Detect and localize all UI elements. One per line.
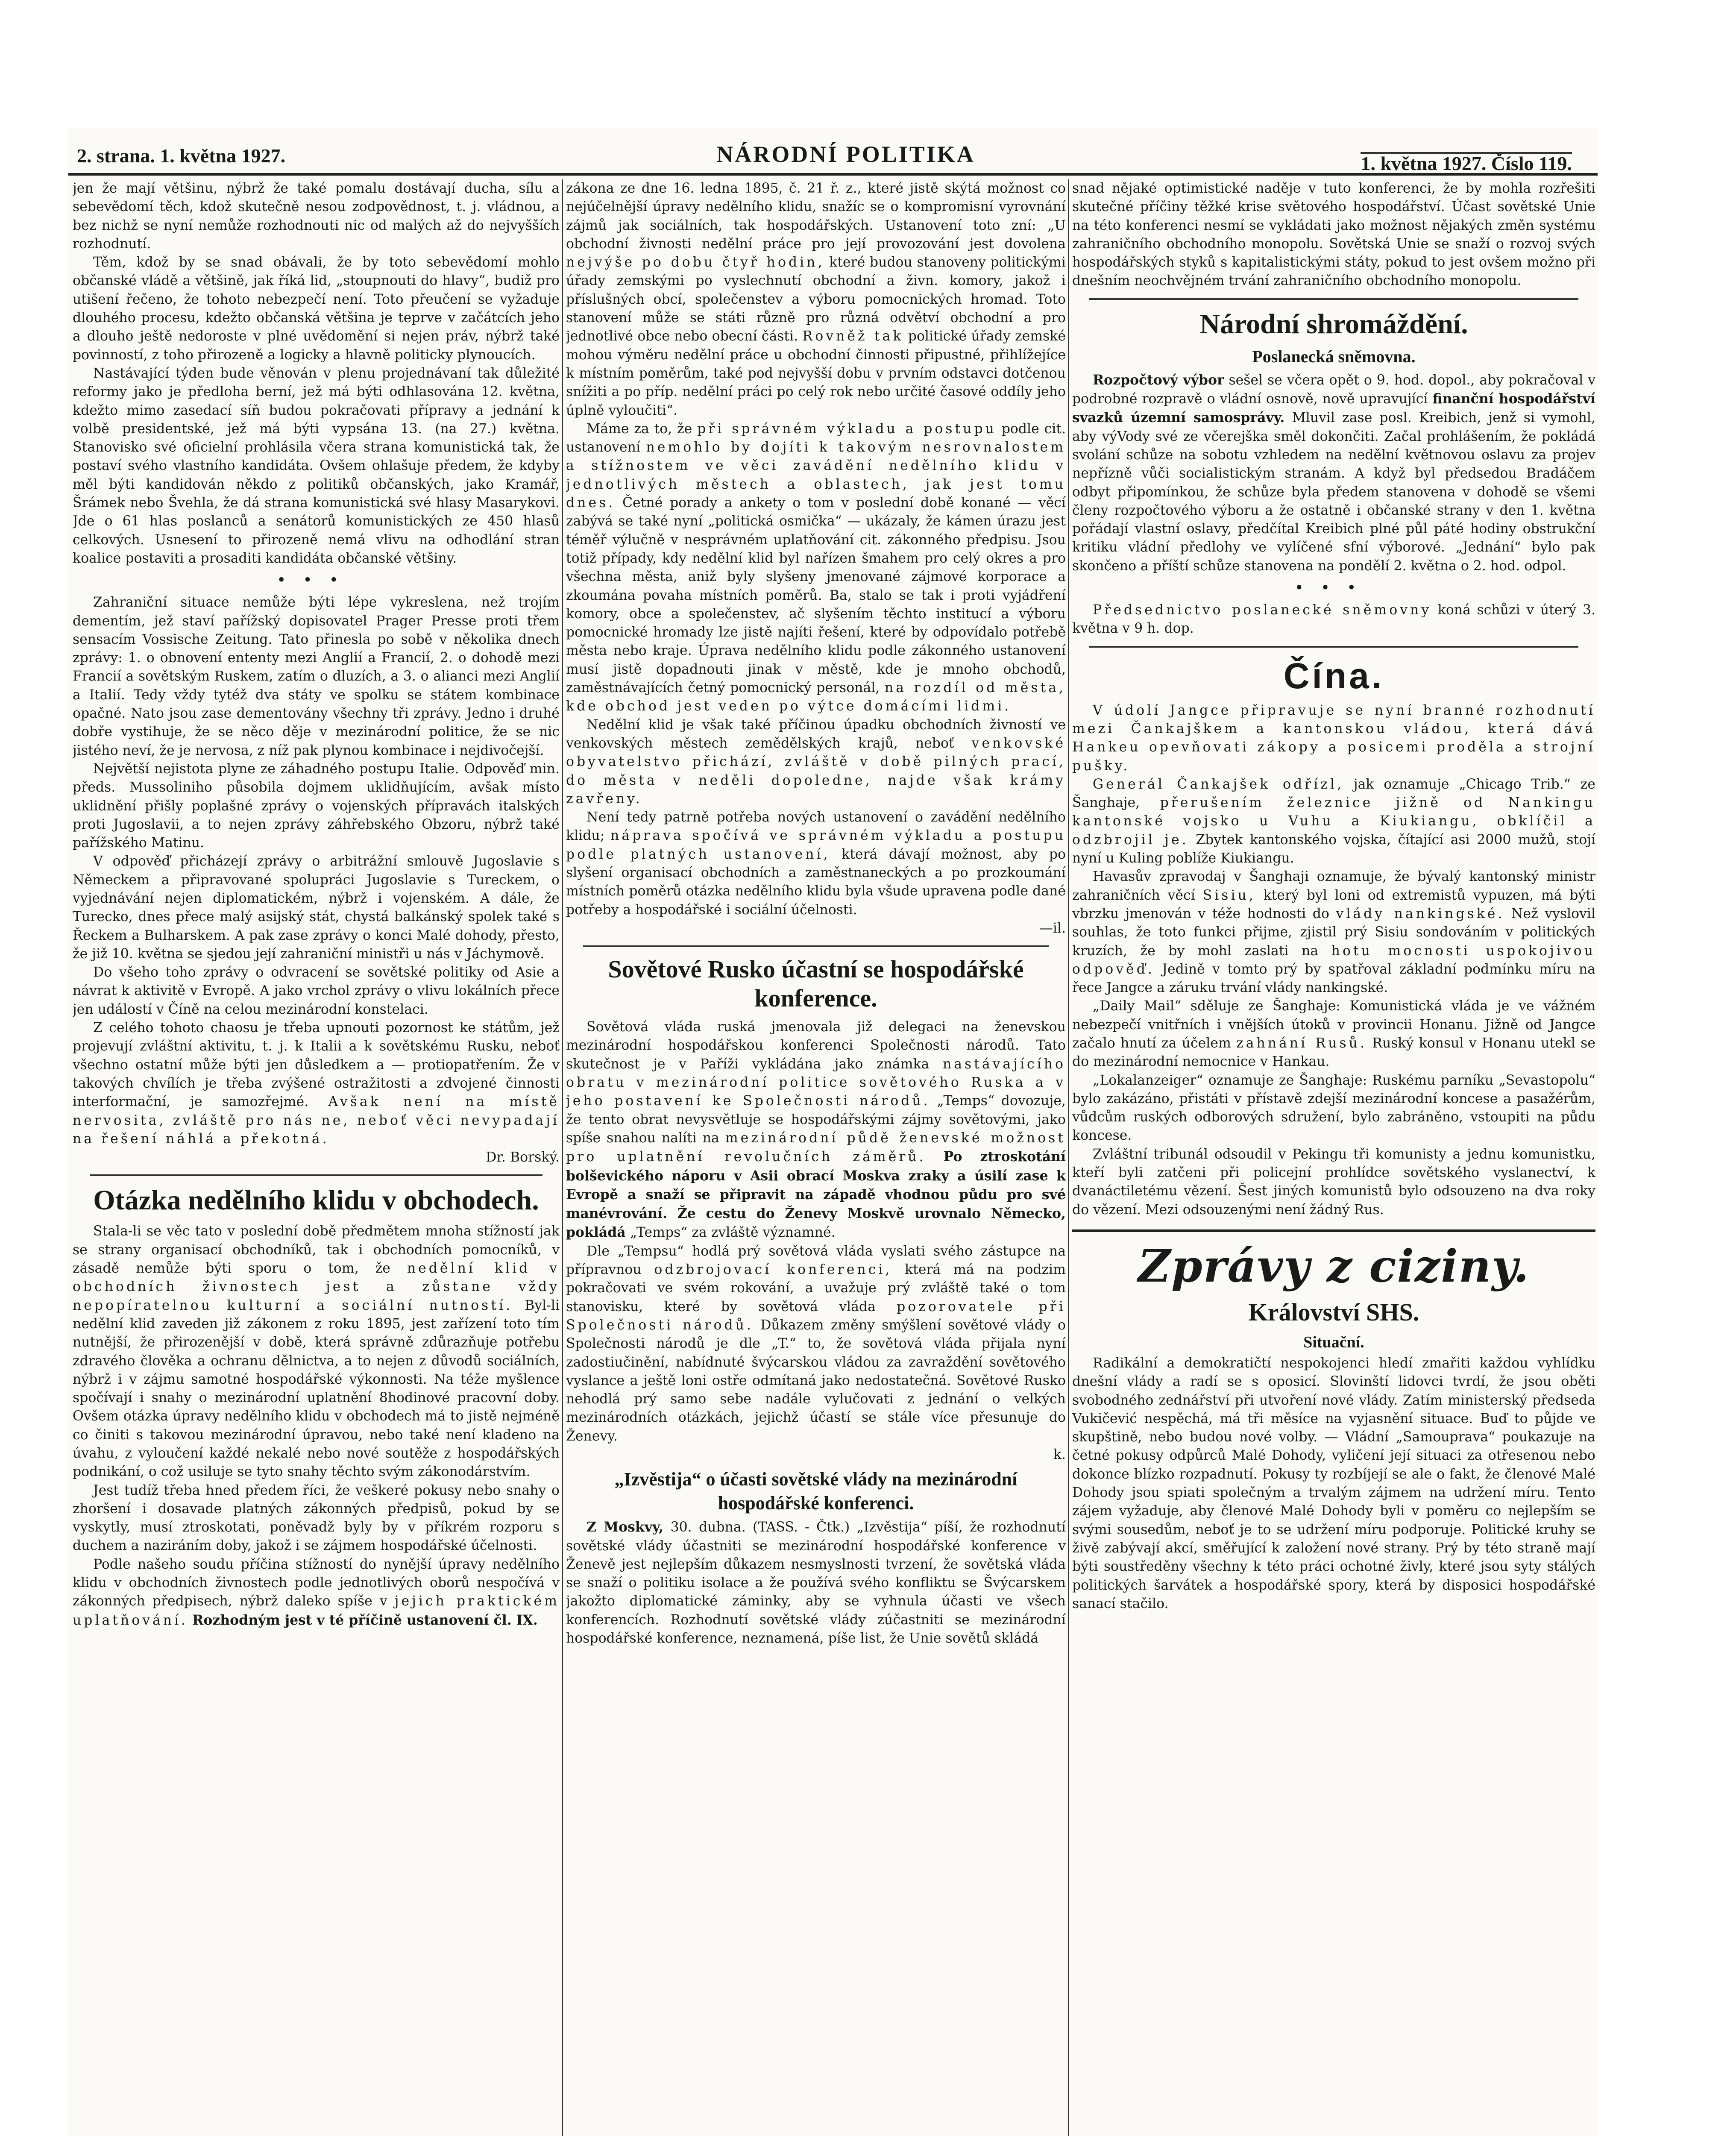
text-run: „Temps“ za zvláště významné. <box>630 1225 836 1241</box>
paragraph <box>1072 997 1595 1071</box>
paragraph: Zvláštní tribunál odsoudil v Pekingu tři komunisty a jednu komunistku, kteří byli zatčeni při policejní prohlídce sovětského vyslanectví, k dvanáctiletému vězení. Šest jiných komunistů bylo odsouzeno na dva roky do vězení. Mezi odsouzenými není žádný Rus. <box>1072 1146 1595 1218</box>
text-run: Z celého tohoto chaosu je třeba upnouti pozornost ke státům, jež projevují zvláštní aktivitu, t. j. k Italii a k sovětskému Rusku, neboť všechno ostatní může býti jen důsledkem a — protiopatřením. Že v takových chvílích je třeba zvýšené ostražitosti a zdvojené činnosti interformační, je samozřejmé. <box>73 1020 560 1110</box>
bold-text: Rozhodným jest v té příčině ustanovení čl. IX. <box>192 1612 538 1628</box>
paragraph <box>73 1222 560 1481</box>
paragraph <box>566 808 1066 919</box>
paragraph <box>566 1018 1066 1242</box>
text-run: Nedělní klid je však také příčinou úpadku obchodních živností ve venkovských městech zemědělských krajů, neboť <box>566 717 1066 751</box>
paragraph <box>1072 701 1595 775</box>
bold-text: Po ztroskotání bolševického náporu v Asii obrací Moskva zraky a úsilí zase k Evropě a snaží se připravit na západě vhodnou půdu pro své manévrování. Že cestu do Ženevy Moskvě urovnalo Německo, pokládá <box>566 1149 1066 1241</box>
text-run: Byl-li nedělní klid zaveden již zákonem z roku 1895, jest zařízení toto tím nutnější, že přirozenější v době, která správně zdůrazňuje potřebu zdravého člověka a ochranu dělnictva, a to nejen z důvodů sociálních, nýbrž i v zájmu samotné hospodářské výkonnosti. Na téže myšlence spočívají i snahy o mezinárodní uplatnění 8hodinové pracovní doby. Ovšem otázka úpravy nedělního klidu v obchodech má to jistě nejméně co činiti s takovou mezinárodní úpravou, nebo také není kladeno na úvahu, z vyloučení každé nekalé nebo nové soutěže z hospodářských podnikání, o což usiluje se tyto snahy těchto svým zákonodárstvím. <box>73 1297 560 1480</box>
section-subtitle: Království SHS. <box>1248 1298 1419 1326</box>
article-title: Otázka nedělního klidu v obchodech. <box>93 1185 539 1216</box>
text-run: Než vyslovil souhlas, že toto funkci přijme, zjistil prý Sisiu sondováním v politických kruzích, že by mohl zaslati na <box>1072 906 1595 959</box>
section-subtitle: Poslanecká sněmovna. <box>1252 346 1416 366</box>
text-run: Ruský konsul v Honanu utekl se do mezinárodní nemocnice v Hankau. <box>1072 1035 1595 1070</box>
divider <box>90 1174 542 1176</box>
paragraph: Těm, kdož by se snad obávali, že by toto sebevědomí mohlo občanské vládě a většině, jak říká lid, „stoupnouti do hlavy“, budiž pro utišení řečeno, že tohoto nebezpečí není. Toto přeučení se vyžaduje dlouhého procesu, kdežto občanská většina je teprve v začátcích jeho a dlouho ještě nedoroste v plné uvědomění si nejen práv, nýbrž také povinností, z toho přirozeně a logicky a hlavně politicky plynoucích. <box>73 255 560 363</box>
spaced-text: náprava spočívá ve správném výkladu a postupu podle platných ustanovení, <box>566 828 1066 862</box>
paragraph <box>73 1019 560 1148</box>
text-run: který byl loni od extremistů vypuzen, má býti vbrzku jmenován v téže hodnosti do <box>1072 887 1595 921</box>
header-date-left: 2. strana. 1. května 1927. <box>77 145 286 167</box>
text-run: Důkazem změny smýšlení sovětové vlády o Společnosti národů je dle „T.“ to, že sovětová vláda přijala nyní zadostiučinění, nabídnuté švýcarskou vládou za zavraždění sovětového vyslance a ještě loni ostře odmítaná jako nedostatečná. Sovětové Rusko nehodlá prý samo sebe nadále vylučovati z jednání o velkých mezinárodních otázkách, jejichž účastí se stále více přesunuje do Ženevy. <box>566 1317 1066 1444</box>
text-run: „Temps“ dovozuje, že tento obrat nevysvětluje se hospodářskými zájmy sovětovými, jako spíše snahou nalíti na <box>566 1093 1066 1146</box>
author-signature: —il. <box>1039 920 1066 936</box>
paragraph: Do všeho toho zprávy o odvracení se sovětské politiky od Asie a návrat k aktivitě v Evropě. A jako vrchol zprávy o vlivu lokálních přece jen událostí v Číně na celou mezinárodní konstelaci. <box>73 965 560 1017</box>
text-run: Mluvil zase posl. Kreibich, jenž si vymohl, aby výVody své ze včerejška směl dokončiti. Začal prohlášením, že pokládá svolání schůze na sobotu vzhledem na nedělní květnovou oslavu za projev nepřízně vůči socialistickým stranám. A když byl předsedou Bradáčem odbyt připomínkou, že schůze byla předem stanovena v dohodě se všemi členy rozpočtového výboru a že ostatně i občanské strany v den 1. května pořádají vlastní oslavy, předčítal Kreibich plné půl páté hodiny obstrukční kritiku vládní předlohy ve vylíčené sfní výborové. „Jednání“ bylo pak skončeno a příští schůze stanovena na pondělí 2. května o 2. hod. odpol. <box>1072 410 1595 574</box>
dateline: Z Moskvy, <box>586 1519 664 1535</box>
spaced-text: nejvýše po dobu čtyř hodin, <box>566 255 825 270</box>
author-signature: k. <box>1053 1447 1066 1462</box>
page-header <box>68 128 1598 176</box>
text-run: také pod nejvyšší dobu v prvním odstavci dotčenou snížiti a po příp. nedělní práci po celý rok nebo určité časové oddíly jeho úplně vyloučiti“. <box>566 365 1066 418</box>
paragraph <box>1072 601 1595 638</box>
text-run: která dávají možnost, aby po slyšení organisací obchodních a zaměstnaneckých a po prozkoumání místních poměrů otázka nedělního klidu byla všude upravena podle dané potřeby a hospodářské i sociální účelnosti. <box>566 846 1066 918</box>
column-rule-1 <box>562 179 563 2136</box>
text-run: které budou stanoveny politickými úřady zemskými po vyslechnutí obchodní a živn. komory, jakož i příslušných obcí, společenstev a výboru pomocnických hromad. <box>566 255 1066 307</box>
paragraph: „Lokalanzeiger“ oznamuje ze Šanghaje: Ruskému parníku „Sevastopolu“ bylo zakázáno, přistáti v přístavě zdejší mezinárodní koncese a pasažérům, vůdcům ruských odborových sdružení, bylo zabráněno, vstoupiti na půdu koncese. <box>1072 1072 1595 1144</box>
spaced-text: při správném výkladu a postupu <box>697 421 997 437</box>
paragraph: Jest tudíž třeba hned předem říci, že veškeré pokusy nebo snahy o zhoršení i dosavade platných zákonných předpisů, pokud by se vyskytly, musí ztroskotati, poněvadž byly by v příkrém rozporu s duchem a naziráním doby, jakož i se zájmem hospodářské účelnosti. <box>73 1482 560 1554</box>
author-signature: Dr. Borský. <box>486 1150 560 1165</box>
text-run: jak oznamuje „Chicago Trib.“ ze Šanghaje, <box>1072 776 1595 811</box>
spaced-text: odzbrojovací konferenci, <box>654 1262 892 1278</box>
header-date-right: 1. května 1927. Číslo 119. <box>1361 153 1572 174</box>
section-title: Národní shromáždění. <box>1199 308 1468 340</box>
text-run: „Daily Mail“ sděluje ze Šanghaje: Komunistická vláda je ve vážném nebezpečí vnitřních i vnějších útoků v provincii Honanu. Jižně od Jangce začalo hnutí za účelem <box>1072 998 1595 1051</box>
paragraph: Největší nejistota plyne ze záhadného postupu Italie. Odpověď min. předs. Mussoliniho působila dojmem uklidňujícím, avšak místo uklidnění přišly poplašné zprávy o vojenských přípravách italských proti Jugoslavii, a to nejen zprávy záhřebského Obzoru, nýbrž také pařížského Matinu. <box>73 761 560 851</box>
text-run: podle cit. ustanovení <box>566 421 1066 455</box>
spaced-text: mezinárodní půdě ženevské možnost pro uplatnění revolučních záměrů. <box>566 1130 1066 1165</box>
divider <box>1089 646 1578 648</box>
divider <box>583 945 1049 947</box>
text-run: Podle našeho soudu příčina stížností do nynější úpravy nedělního klidu v obchodních živnostech podle jednotlivých oborů nespočívá v zákonných předpisech, nýbrž daleko spíše v <box>73 1556 560 1609</box>
spaced-text: Avšak není na místě nervosita, zvláště pro nás ne, neboť věci nevypadají na řešení náhlá a překotná. <box>73 1094 560 1147</box>
column-3 <box>1072 179 1595 2136</box>
section-dots: ••• <box>1294 579 1373 597</box>
paragraph: Zahraniční situace nemůže býti lépe vykreslena, než trojím dementím, jež staví pařížský dopisovatel Prager Presse proti třem sensacím Vossische Zeitung. Tato přinesla po sobě v několika dnech zprávy: 1. o obnovení ententy mezi Anglií a Francií, 2. o dohodě mezi Francií a sovětským Ruskem, zatím o dluzích, a 3. o alianci mezi Anglií a Italií. Tedy vždy tytéž dva státy ve spolku se státem kombinace opačné. Nato jsou zase dementovány všechny tři zprávy. Jedno i druhé dobře vystihuje, že se něco děje v mezinárodní politice, že se nic jistého neví, že je nervosa, z níž pak plynou kombinace i nejdivočejší. <box>73 595 560 758</box>
paragraph <box>1072 371 1595 575</box>
column-rule-2 <box>1068 179 1069 2136</box>
paragraph <box>566 420 1066 716</box>
paragraph <box>566 1518 1066 1648</box>
text-run: Máme za to, že <box>586 421 692 437</box>
spaced-text: jejich praktickém uplatňování. <box>73 1593 560 1628</box>
column-2 <box>566 179 1066 2136</box>
paragraph <box>566 716 1066 808</box>
section-title-china: Čína. <box>1283 655 1384 696</box>
text-run: Toto stanovení může se státi různě pro různá odvětví obchodní a pro jednotlivé obce nebo obecní části. <box>566 291 1066 344</box>
article-title: Sovětové Rusko účastní se hospodářské konference. <box>608 955 1024 1012</box>
spaced-text: Předsednictvo poslanecké sněmovny <box>1093 602 1432 618</box>
text-run: Četné porady a ankety o tom v poslední době konané — věcí zabývá se také nyní „politická osmička“ — ukázaly, že kámen úrazu jest téměř výlučně v nesprávném uplatňování cit. zákonného předpisu. Jsou totiž případy, kdy nedělní klid byl nařízen šmahem pro celý okres a pro všechna města, aniž byly slyšeny jmenované zájmové korporace a zkoumána povaha místních poměrů. Ba, stalo se tak i proti vyjádření komory, obce a společenstev, ač slyšením těchto institucí a výboru pomocnické hromady lze jistě najíti řešení, které by odpovídalo potřebě města nebo kraje. Úprava nedělního klidu podle zákonného ustanovení musí jistě dopadnouti jinak v městě, kde je mnoho obchodů, zaměstnávajících četný pomocnický personál, <box>566 495 1066 696</box>
bold-text: Rozpočtový výbor <box>1093 372 1224 388</box>
text-run: koná schůzi v úterý 3. května v 9 h. dop. <box>1072 602 1595 637</box>
spaced-text: nastávajícího obratu v mezinárodní politice sovětového Ruska a v jeho postavení ke Společnosti národů. <box>566 1056 1066 1109</box>
paragraph: Nastávající týden bude věnován v plenu projednávaní tak důležité reformy jako je předloha berní, jež má býti odhlasována 12. května, kdežto mimo zasedací síň budou pokračovati přípravy a jednání k volbě presidentské, jež má býti vypsána 13. (na 27.) května. Stanovisko své oficielní prohlásila včera strana komunistická tak, že postaví svého vlastního kandidáta. Ovšem ohlašuje předem, že kdyby měl býti kandidován někdo z politiků občanských, jako Kramář, Šrámek nebo Švehla, že dá strana komunistická své hlasy Masarykovi. Jde o 61 hlas poslanců a senátorů komunistických ze 450 hlasů celkových. Usnesení to přirozeně nemá vlivu na odhodlání stran koalice postaviti a prosaditi kandidáta občanské většiny. <box>73 365 560 566</box>
article-subtitle: „Izvěstija“ o účasti sovětské vlády na mezinárodní hospodářské konferenci. <box>614 1469 1018 1514</box>
spaced-text: vlády nankingské. <box>1336 906 1505 921</box>
spaced-text: Sisiu, <box>1202 887 1256 903</box>
paragraph <box>1072 775 1595 868</box>
text-run: Zbytek kantonského vojska, čítající asi 2000 mužů, stojí nyní u Kuling poblíže Kiukiangu. <box>1072 832 1595 866</box>
text-run: Dle „Tempsu“ hodlá prý sovětová vláda vyslati svého zástupce na přípravnou <box>566 1243 1066 1278</box>
paragraph <box>1072 868 1595 997</box>
paragraph <box>566 1242 1066 1446</box>
text-run: zákona ze dne 16. ledna 1895, č. 21 ř. z., které jistě skýtá možnost co nejúčelnější úpravy nedělního klidu, snažíc se o kompromisní vyrovnání zájmů jak sociálních, tak hospodářských. Ustanovení toto zní: „U obchodní živnosti nedělní práce pro její provozování jest dovolena <box>566 181 1066 252</box>
spaced-text: přerušením železnice jižně od Nankingu kantonské vojsko u Vuhu a Kiukiangu, obklíčil a odzbrojil je. <box>1072 795 1595 848</box>
text-run: Jedině v tomto prý by spatřoval základní podmínku míru na řece Jangce a záruku trvání vlády nankingské. <box>1072 961 1595 996</box>
paragraph <box>566 179 1066 420</box>
spaced-text: hotu mocnosti uspokojivou odpověď. <box>1072 943 1595 977</box>
spaced-text: V údolí Jangce připravuje se nyní branné rozhodnutí mezi Čankajškem a kantonskou vládou, která dává Hankeu opevňovati zákopy a posicemi proděla a strojní pušky. <box>1072 702 1595 774</box>
section-dots: ••• <box>277 572 355 590</box>
spaced-text: zahnání Rusů. <box>1236 1035 1367 1051</box>
text-run: která má na podzim pokračovati ve svém rokování, a uvažuje prý zvláště také o tom stanovisku, které by sovětová vláda <box>566 1262 1066 1314</box>
column-1 <box>73 179 560 2136</box>
divider <box>1089 298 1578 300</box>
paragraph <box>73 1555 560 1630</box>
spaced-text: pozorovatele při Společnosti národů. <box>566 1299 1066 1333</box>
text-run: Havasův zpravodaj v Šanghaji oznamuje, že bývalý kantonský ministr zahraničních věcí <box>1072 869 1595 903</box>
spaced-text: na rozdíl od města, kde obchod jest veden po výtce domácími lidmi. <box>566 680 1066 714</box>
bold-text: finanční hospodářství svazků územní samosprávy. <box>1072 391 1595 426</box>
section-title-foreign: Zprávy z ciziny. <box>1138 1239 1530 1292</box>
paragraph: V odpověď přicházejí zprávy o arbitrážní smlouvě Jugoslavie s Německem a připravované spolupráci Jugoslavie s Tureckem, o vyjednávání nejen diplomatickém, nýbrž i vojenském. A dále, že Turecko, dnes přece malý asijský stát, chystá balkánský spolek také s Řeckem a Bulharskem. A pak zase zprávy o konci Malé dohody, přesto, že již 10. května se sjedou její zahraniční ministři u nás v Jáchymově. <box>73 854 560 962</box>
text-run: Stala-li se věc tato v poslední době předmětem mnoha stížností jak se strany organisací obchodníků, tak i obchodních pomocníků, v zásadě nemůže býti sporu o tom, že <box>73 1224 560 1276</box>
text-run: Není tedy patrně potřeba nových ustanovení o zavádění nedělního klidu; <box>566 810 1066 844</box>
spaced-text: nemohlo by dojíti k takovým nesrovnalostem a stížnostem ve věci zavádění nedělního klidu v jednotlivých městech a oblastech, jak jest tomu dnes. <box>566 440 1066 511</box>
divider <box>1072 1229 1595 1232</box>
spaced-text: nedělní klid v obchodních živnostech jest a zůstane vždy nepopíratelnou kulturní a sociální nutností. <box>73 1261 560 1313</box>
paragraph: jen že mají většinu, nýbrž že také pomalu dostávají ducha, sílu a sebevědomí těch, kdož skutečně nesou zodpovědnost, t. j. vládnou, a bez nichž se nyní nemůže rozhodnouti nic od malých až do nejvyšších rozhodnutí. <box>73 181 560 252</box>
text-run: 30. dubna. (TASS. - Čtk.) „Izvěstija“ píší, že rozhodnutí sovětské vlády účastniti se mezinárodní hospodářské konference v Ženevě jest nejlepším důkazem nesmyslnosti tvrzení, že sovětská vláda se snaží o politiku isolace a že používá svého konfliktu se Švýcarskem jakožto diplomatické záminky, aby se vyhnula účasti ve všech konferencích. Rozhodnutí sovětské vlády zúčastniti se mezinárodní hospodářské konference, neznamená, píše list, že Unie sovětů skládá <box>566 1520 1066 1646</box>
section-subtitle: Situační. <box>1303 1333 1364 1351</box>
spaced-text: Rovněž tak <box>802 329 904 344</box>
masthead-title: NÁRODNÍ POLITIKA <box>716 141 975 167</box>
spaced-text: Generál Čankajšek odřízl, <box>1093 776 1344 792</box>
paragraph: Radikální a demokratičtí nespokojenci hledí zmařiti každou vyhlídku dnešní vlády a radí se s oposicí. Slovinští lidovci tvrdí, že jsou oběti svobodného zednářství při utvoření nové vlády. Zatím ministerský předseda Vukičević nespěchá, má tři měsíce na vyjasnění situace. Buď to půjde ve skupštině, nebo budou nové volby. — Vládní „Samouprava“ poukazuje na četné pokusy odpůrců Malé Dohody, vyličení její situaci za otřesenou nebo dokonce blízko rozpadnutí. Pokusy ty rozbíjejí se ale o fakt, že členové Malé Dohody jsou spiati společným a trvalým zájmem na udržení míru. Tento zájem vyžaduje, aby členové Malé Dohody byli v poměru co nejlepším se svými sousedům, neboť je to se udržení míru podporuje. Politické kruhy se živě zabývají akcí, směřující k založení nové strany. Prý by této straně mají býti soustředěny všechny k této práci ochotné živly, které jsou syty stálých politických šarvátek a hospodářské spory, která by disposici hospodářské sanací stačilo. <box>1072 1355 1595 1611</box>
text-run: Sovětová vláda ruská jmenovala již delegaci na ženevskou mezinárodní hospodářskou konferenci Společnosti národů. Tato skutečnost je v Paříži vykládána jako známka <box>566 1019 1066 1072</box>
spaced-text: venkovské obyvatelstvo přichází, zvláště v době pilných prací, do města v neděli dopoledne, najde však krámy zavřeny. <box>566 735 1066 807</box>
paragraph: snad nějaké optimistické naděje v tuto konferenci, že by mohla rozřešiti skutečné příčiny těžké krise světového hospodářství. Účast sovětské Unie na této konferenci nesmí se vykládati jako možnost nějakých změn systému zahraničního obchodního monopolu. Sovětská Unie se snaží o rozvoj svých hospodářských styků s kapitalistickými státy, pokud to jest ovšem možno při dnešním neochvějném trvání zahraničního obchodního monopolu. <box>1072 181 1595 289</box>
text-run: sešel se včera opět o 9. hod. dopol., aby pokračoval v podrobné rozpravě o vládní osnově, nově upravující <box>1072 372 1595 407</box>
text-run: politické úřady zemské mohou výměru nedělní práce u obchodní činnosti připustné, přihlížejíce k místním poměrům, <box>566 329 1066 381</box>
